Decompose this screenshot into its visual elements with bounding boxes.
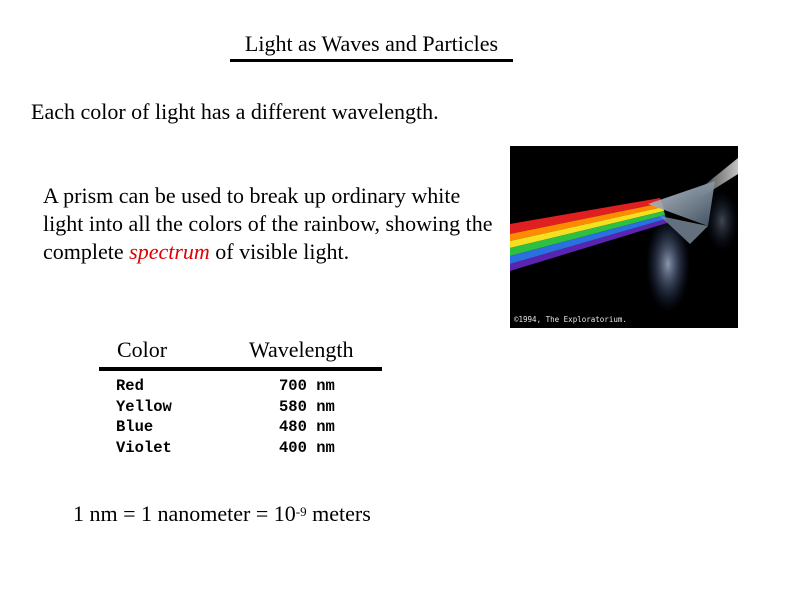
column-header-wavelength: Wavelength <box>249 337 354 362</box>
table-header-rule <box>99 367 382 371</box>
formula-unit: meters <box>306 501 371 526</box>
color-cell: Violet <box>116 439 172 458</box>
table-row <box>116 376 376 397</box>
color-cell: Blue <box>116 418 154 437</box>
formula-exponent: -9 <box>295 504 307 519</box>
prism-text-before: A prism can be used to break up ordinary white light into all the colors of the rainbow, showing the complete <box>43 183 493 264</box>
photo-caption: ©1994, The Exploratorium. <box>514 315 627 324</box>
page-title: Light as Waves and Particles <box>244 31 499 56</box>
wavelength-cell: 480 nm <box>279 418 335 437</box>
table-row <box>116 397 376 418</box>
nanometer-definition <box>73 500 371 528</box>
wavelength-cell: 400 nm <box>279 439 335 458</box>
column-header-color: Color <box>117 337 168 362</box>
title-underline <box>230 59 513 62</box>
wavelength-cell: 700 nm <box>279 377 335 395</box>
prism-text-after: of visible light. <box>209 239 350 264</box>
formula-text: 1 nm = 1 nanometer = 10 <box>73 501 296 526</box>
wavelength-table <box>116 376 376 459</box>
prism-photo <box>510 146 738 328</box>
prism-illustration <box>510 146 738 328</box>
intro-text: Each color of light has a different wavelength. <box>31 99 439 124</box>
wavelength-cell: 580 nm <box>279 397 335 416</box>
prism-paragraph <box>43 182 493 266</box>
table-row <box>116 438 376 459</box>
color-cell: Yellow <box>116 397 172 416</box>
spectrum-emphasis: spectrum <box>129 239 210 264</box>
table-row <box>116 417 376 438</box>
color-cell: Red <box>116 377 144 395</box>
